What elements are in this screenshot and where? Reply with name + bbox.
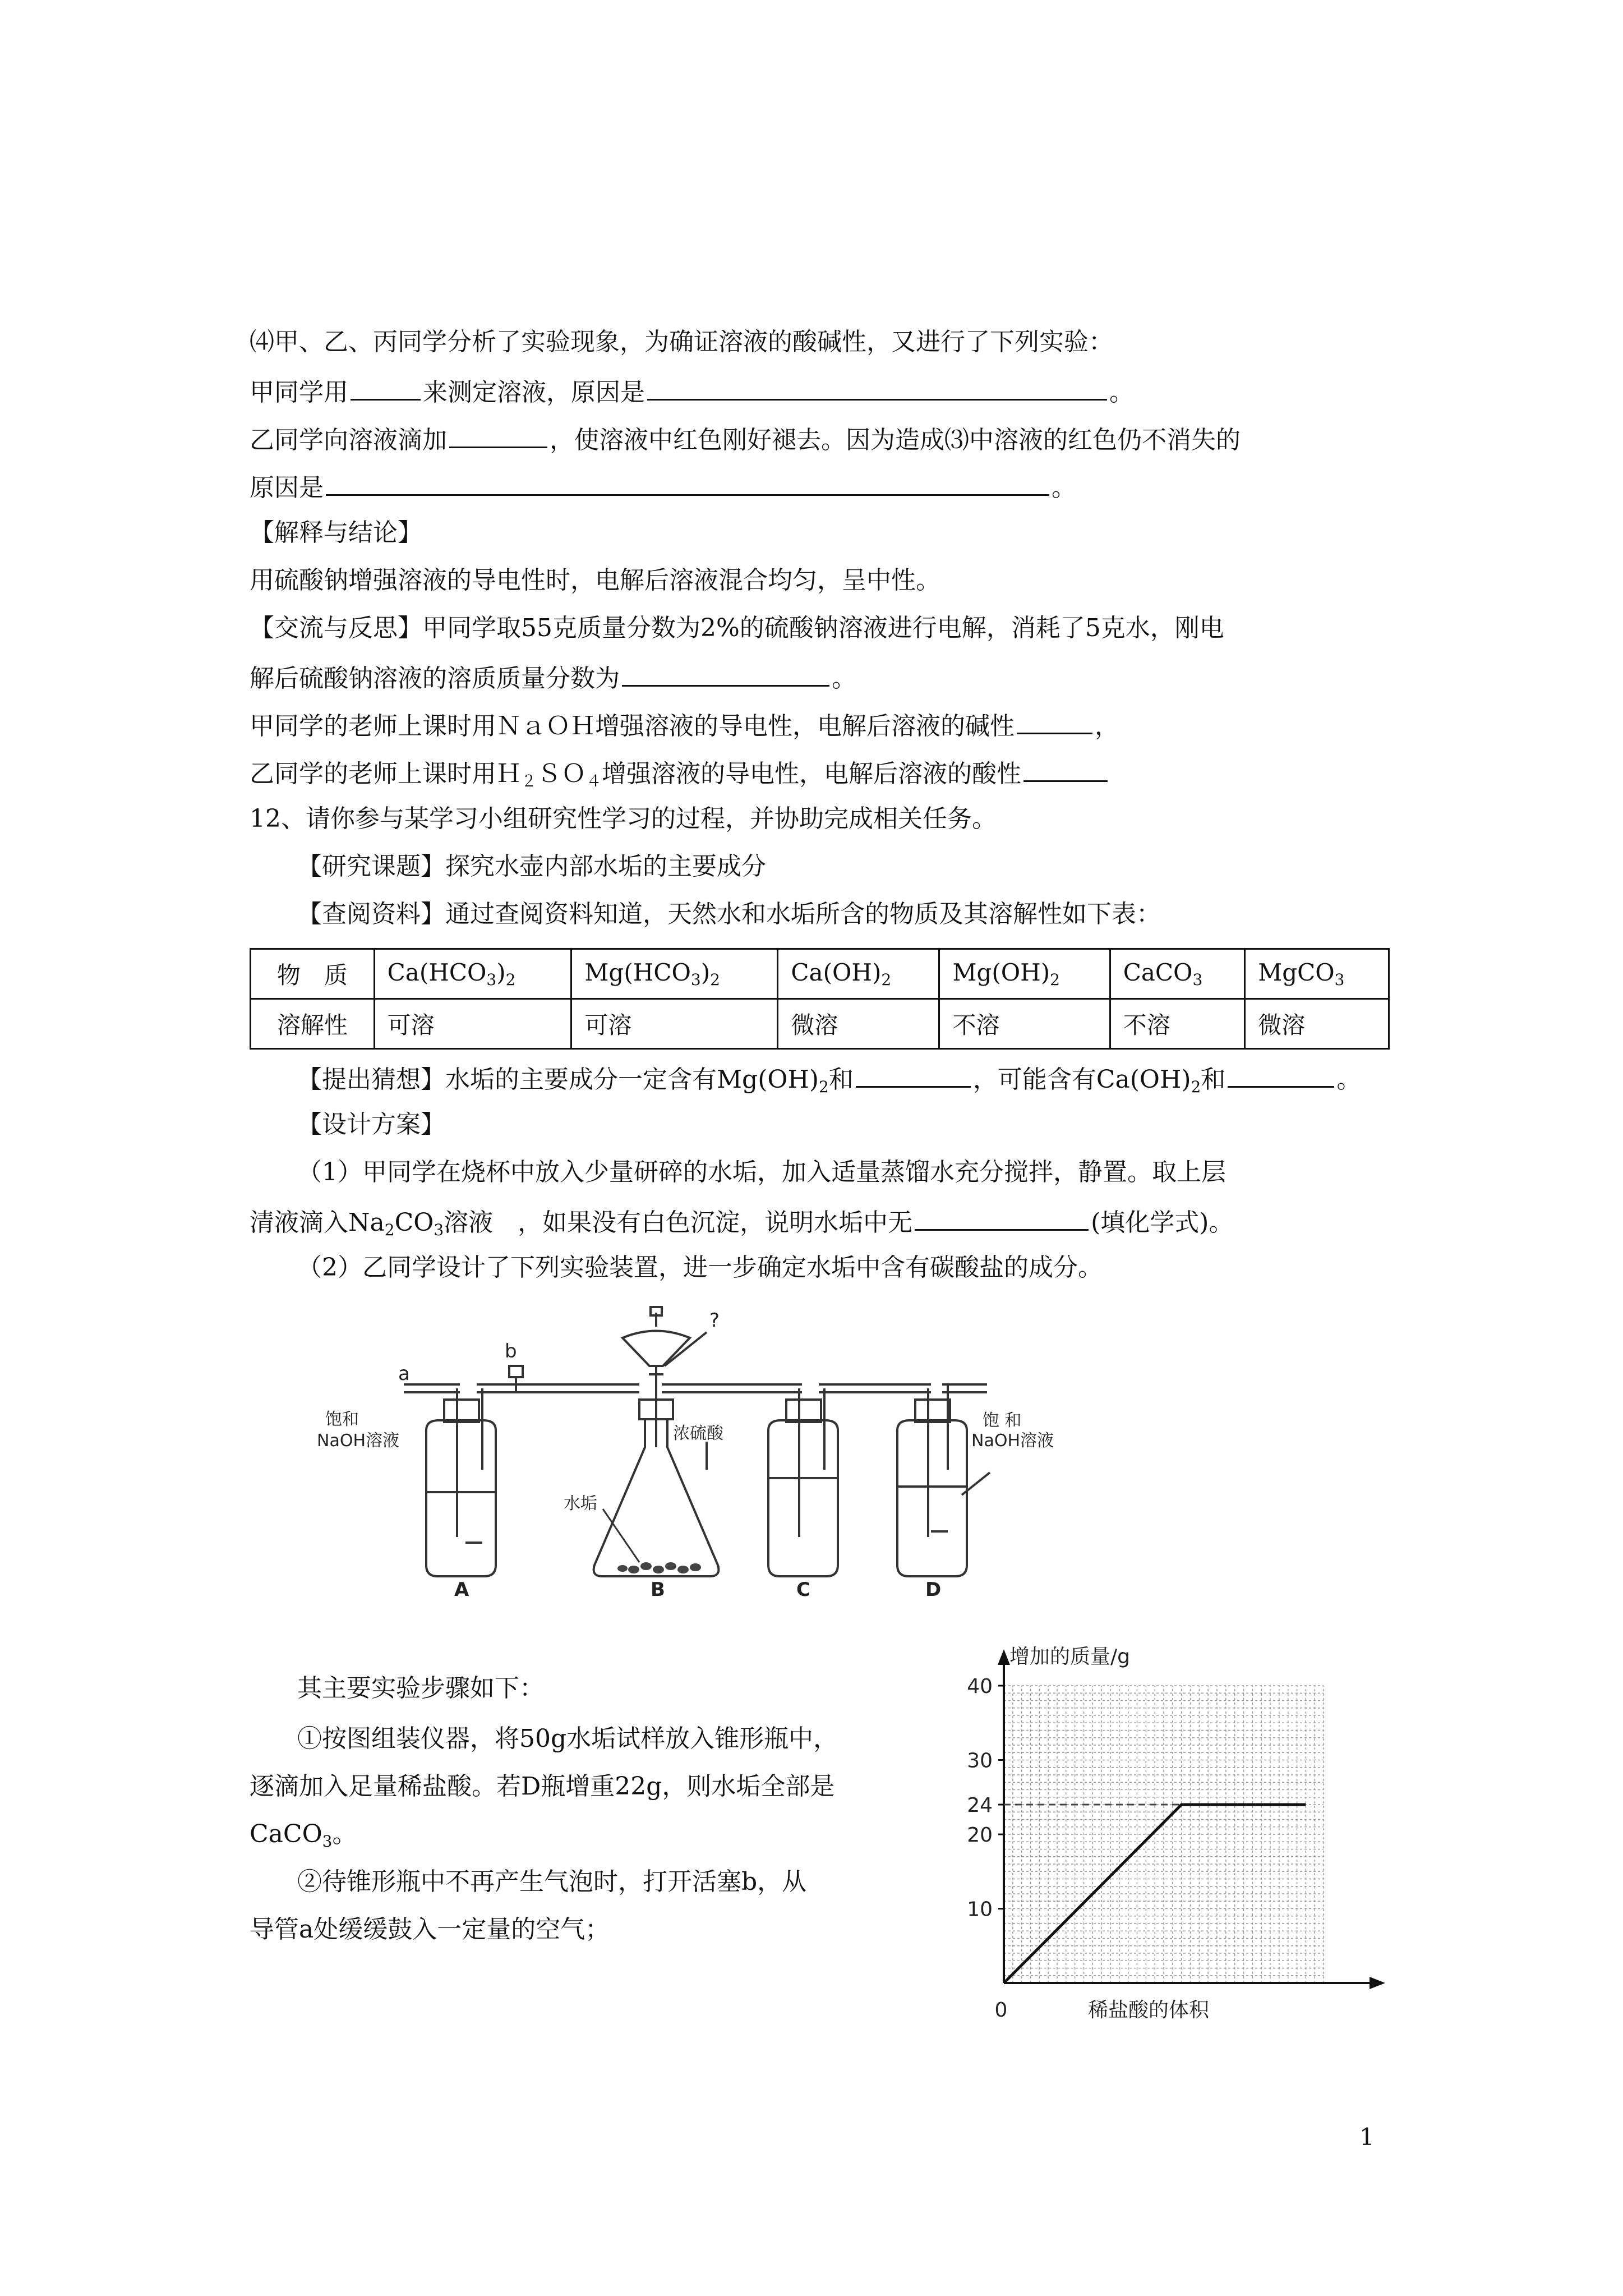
q12-info: 【查阅资料】通过查阅资料知道，天然水和水垢所含的物质及其溶解性如下表：	[297, 900, 1161, 928]
answer-blank-yi-reagent[interactable]	[449, 421, 547, 448]
label-question: ?	[709, 1309, 720, 1332]
mass-increase-chart	[948, 1644, 1396, 2025]
hypothesis-sub2: 2	[1191, 1078, 1201, 1096]
table-substance-cell: $Ca(HCO_3)_2$	[374, 949, 571, 999]
table-row	[251, 999, 1389, 1049]
reflection-h2so4-b: ＳＯ	[537, 760, 587, 788]
design-p1-line2-d: (填化学式)。	[1091, 1208, 1234, 1237]
reflection-line1: 【交流与反思】甲同学取55克质量分数为2%的硫酸钠溶液进行电解，消耗了5克水，刚电	[250, 614, 1224, 642]
step2-line1: ②待锥形瓶中不再产生气泡时，打开活塞b，从	[297, 1867, 807, 1896]
steps-heading: 其主要实验步骤如下：	[297, 1674, 544, 1703]
design-p1-line2-a: 清液滴入Na	[250, 1208, 385, 1237]
q12-title: 12、请你参与某学习小组研究性学习的过程，并协助完成相关任务。	[250, 804, 997, 833]
table-substance-cell: $Mg(HCO_3)_2$	[571, 949, 778, 999]
design-heading: 【设计方案】	[297, 1110, 445, 1139]
chart-grid	[1004, 1686, 1324, 1983]
chart-axes	[998, 1649, 1385, 1989]
hypothesis-b: 和	[828, 1065, 854, 1094]
letter-d: D	[925, 1579, 942, 1601]
letter-b: B	[651, 1579, 665, 1601]
table-substance-cell: $Ca(OH)_2$	[778, 949, 939, 999]
design-p1-line2-b: CO	[394, 1208, 434, 1237]
q4-intro: ⑷甲、乙、丙同学分析了实验现象，为确证溶液的酸碱性，又进行了下列实验：	[250, 328, 1113, 356]
step1-line3	[250, 1818, 357, 1858]
y-tick-label: 24	[967, 1794, 993, 1817]
step1-line3-b: 。	[332, 1820, 357, 1848]
label-b: b	[505, 1340, 517, 1363]
answer-blank-alkalinity[interactable]	[1017, 707, 1092, 734]
table-substance-cell: CaCO$_3$	[1110, 949, 1245, 999]
design-p2: （2）乙同学设计了下列实验装置，进一步确定水垢中含有碳酸盐的成分。	[297, 1253, 1103, 1282]
page-number: 1	[1359, 2123, 1375, 2151]
hypothesis-e: 。	[1336, 1065, 1362, 1094]
q4-yi-b: ，使溶液中红色刚好褪去。因为造成⑶中溶液的红色仍不消失的	[550, 426, 1241, 454]
y-axis-arrow-icon	[998, 1649, 1010, 1665]
q12-topic: 【研究课题】探究水壶内部水垢的主要成分	[297, 852, 766, 881]
design-p1-line2-sub2: 3	[434, 1221, 444, 1239]
q4-jia-b: 来测定溶液，原因是	[423, 378, 645, 407]
reflection-h2so4-c: 增强溶液的导电性，电解后溶液的酸性	[602, 760, 1022, 788]
q4-yi2-line	[250, 468, 1076, 505]
answer-blank-jia-tool[interactable]	[351, 373, 421, 401]
step1-line3-sub: 3	[322, 1832, 333, 1851]
table-solubility-cell: 不溶	[939, 999, 1110, 1049]
y-tick-label: 40	[967, 1675, 993, 1698]
y-tick-label: 10	[967, 1898, 993, 1921]
reflection-naoh-text: 甲同学的老师上课时用ＮａＯＨ增强溶液的导电性，电解后溶液的碱性	[250, 712, 1015, 740]
hypothesis-a: 【提出猜想】水垢的主要成分一定含有Mg(OH)	[297, 1065, 819, 1094]
bottle-d-text2: NaOH溶液	[971, 1431, 1054, 1451]
y-axis-label: 增加的质量/g	[1009, 1645, 1130, 1668]
table-header-label: 物 质	[251, 949, 375, 999]
x-axis-arrow-icon	[1370, 1977, 1385, 1989]
bottle-a-text2: NaOH溶液	[317, 1431, 399, 1451]
design-p1-line2-sub1: 2	[384, 1221, 395, 1239]
table-solubility-cell: 可溶	[571, 999, 778, 1049]
reflection-line2-a: 解后硫酸钠溶液的溶质质量分数为	[250, 664, 620, 693]
reflection-naoh-end: ，	[1095, 712, 1119, 740]
answer-blank-yi-reason[interactable]	[326, 468, 1049, 496]
hypothesis-d: 和	[1201, 1065, 1226, 1094]
table-solubility-cell: 可溶	[374, 999, 571, 1049]
q4-yi-line	[250, 421, 1241, 457]
letter-a: A	[454, 1579, 469, 1601]
reflection-h2so4-a: 乙同学的老师上课时用Ｈ	[250, 760, 521, 788]
y-tick-label: 20	[967, 1824, 993, 1847]
y-tick-label: 30	[967, 1749, 993, 1773]
step1-line3-a: CaCO	[250, 1820, 322, 1848]
answer-blank-acidity[interactable]	[1023, 754, 1108, 782]
hypothesis-c: ，可能含有Ca(OH)	[972, 1065, 1191, 1094]
acid-label: 浓硫酸	[673, 1424, 723, 1443]
q4-jia-c: 。	[1109, 378, 1134, 407]
answer-blank-jia-reason[interactable]	[647, 373, 1107, 401]
q4-yi2-b: 。	[1052, 473, 1076, 502]
reflection-naoh-line	[250, 707, 1119, 743]
table-substance-cell: MgCO$_3$	[1245, 949, 1389, 999]
answer-blank-must-contain[interactable]	[856, 1060, 971, 1088]
q4-jia-a: 甲同学用	[250, 378, 348, 407]
apparatus-diagram	[314, 1301, 1054, 1601]
table-row	[251, 949, 1389, 999]
q4-yi2-a: 原因是	[250, 473, 324, 502]
q4-yi-a: 乙同学向溶液滴加	[250, 426, 447, 454]
x-axis-label: 稀盐酸的体积	[1088, 1999, 1210, 2022]
conclusion-text: 用硫酸钠增强溶液的导电性时，电解后溶液混合均匀，呈中性。	[250, 566, 940, 595]
table-solubility-cell: 微溶	[778, 999, 939, 1049]
q4-jia-line	[250, 373, 1134, 409]
answer-blank-may-contain[interactable]	[1228, 1060, 1334, 1088]
answer-blank-formula[interactable]	[915, 1203, 1089, 1231]
solubility-table	[250, 948, 1390, 1050]
label-a: a	[398, 1363, 410, 1385]
bottle-a-text1: 饱和	[325, 1410, 359, 1429]
table-solubility-cell: 不溶	[1110, 999, 1245, 1049]
step2-line2: 导管a处缓缓鼓入一定量的空气；	[250, 1915, 610, 1944]
letter-c: C	[796, 1579, 810, 1601]
conclusion-heading: 【解释与结论】	[250, 518, 422, 547]
reflection-h2so4-sub2: ４	[586, 772, 602, 790]
answer-blank-mass-fraction[interactable]	[622, 659, 829, 687]
table-solubility-cell: 微溶	[1245, 999, 1389, 1049]
table-row-label: 溶解性	[251, 999, 375, 1049]
design-p1-line2-c: 溶液 ，如果没有白色沉淀，说明水垢中无	[444, 1208, 913, 1237]
reflection-h2so4-sub1: ２	[521, 772, 537, 790]
reflection-line2	[250, 659, 856, 696]
scale-label: 水垢	[564, 1494, 597, 1513]
reflection-line2-b: 。	[832, 664, 856, 693]
step1-line2: 逐滴加入足量稀盐酸。若D瓶增重22g，则水垢全部是	[250, 1772, 835, 1801]
hypothesis-sub: 2	[819, 1078, 829, 1096]
design-p1-line2	[250, 1203, 1233, 1247]
bottle-d-text1: 饱 和	[983, 1411, 1022, 1430]
table-substance-cell: $Mg(OH)_2$	[939, 949, 1110, 999]
step1-line1: ①按图组装仪器，将50g水垢试样放入锥形瓶中，	[297, 1724, 838, 1753]
design-p1-line1: （1）甲同学在烧杯中放入少量研碎的水垢，加入适量蒸馏水充分搅拌，静置。取上层	[297, 1158, 1226, 1186]
hypothesis-line	[297, 1060, 1361, 1104]
origin-label: 0	[994, 1999, 1008, 2022]
reflection-h2so4-line	[250, 754, 1110, 798]
